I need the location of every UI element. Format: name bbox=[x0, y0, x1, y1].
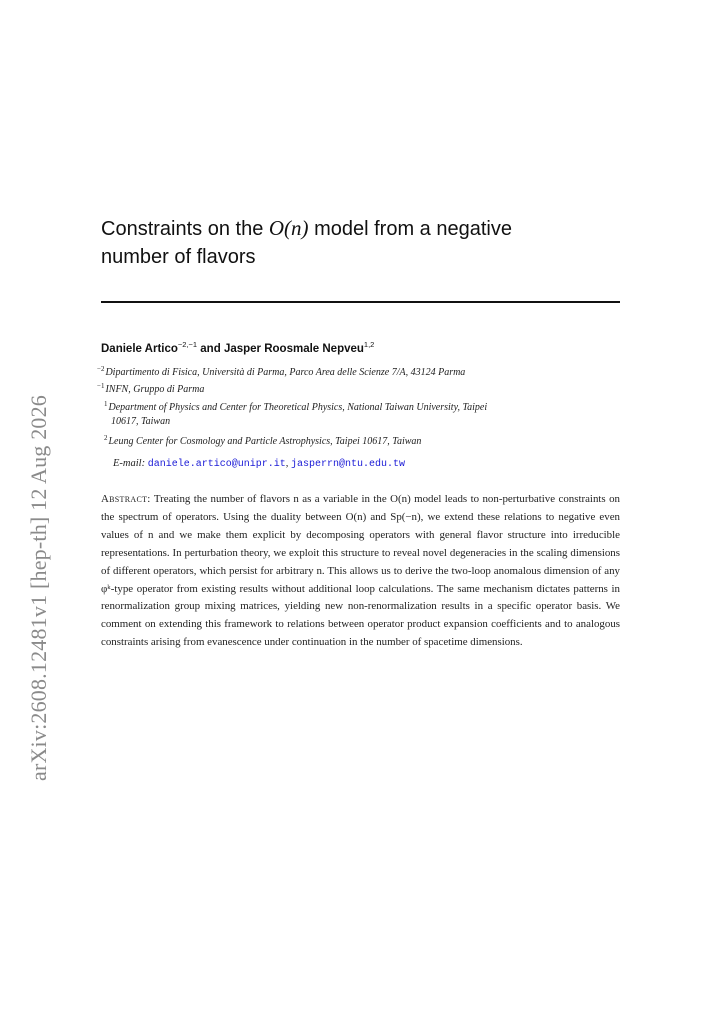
author-1-affil: −2,−1 bbox=[177, 340, 198, 349]
title-math: O(n) bbox=[268, 216, 309, 240]
affiliation-4 bbox=[104, 432, 421, 448]
email-label: E-mail: bbox=[113, 458, 148, 469]
title-part2: model from a negative bbox=[308, 218, 512, 240]
affiliation-mark: −1 bbox=[97, 382, 105, 390]
abstract-text: Treating the number of flavors n as a variable in the O(n) model leads to non-perturbative constraints on the spectrum of operators. Using the duality between O(n) and Sp(−n), we extend these relations to negative even values of n and we make them explicit by decomposing operators with general flavor structure into irreducible representations. In perturbation theory, we exploit this structure to reveal novel degeneracies in the scaling dimensions of different operators, which persist for arbitrary n. This allows us to derive the two-loop anomalous dimension of any φᵏ-type operator from existing results without additional loop calculations. The same mechanism dictates patterns in renormalization group mixing matrices, yielding new non-renormalization results in a specific operator basis. We comment on extending this framework to relations between operator product expansion coefficients and to analogous constraints arising from evanescence under continuation in the number of spacetime dimensions. bbox=[101, 493, 620, 649]
title-part1: Constraints on the bbox=[101, 218, 269, 240]
affiliation-2 bbox=[97, 380, 204, 396]
arxiv-identifier-sidebar bbox=[24, 372, 54, 804]
abstract bbox=[101, 491, 620, 652]
abstract-label: Abstract: bbox=[101, 493, 151, 505]
title-rule bbox=[101, 301, 620, 303]
affiliation-text: Leung Center for Cosmology and Particle Astrophysics, Taipei 10617, Taiwan bbox=[108, 436, 422, 447]
title-line2: number of flavors bbox=[101, 246, 256, 268]
email-link-1[interactable]: daniele.artico@unipr.it bbox=[147, 459, 286, 470]
author-and: and bbox=[197, 343, 224, 355]
affiliation-mark: 2 bbox=[104, 434, 108, 442]
author-1: Daniele Artico bbox=[101, 343, 178, 355]
affiliation-text: Department of Physics and Center for Theoretical Physics, National Taiwan University, Taipei bbox=[108, 402, 488, 413]
author-2-affil: 1,2 bbox=[363, 340, 375, 349]
affiliation-mark: 1 bbox=[104, 400, 108, 408]
author-2: Jasper Roosmale Nepveu bbox=[223, 343, 364, 355]
paper-title bbox=[101, 214, 621, 271]
email-link-2[interactable]: jasperrn@ntu.edu.tw bbox=[290, 459, 406, 470]
affiliation-text-cont: 10617, Taiwan bbox=[111, 416, 171, 427]
affiliation-mark: −2 bbox=[97, 365, 105, 373]
arxiv-identifier-text: arXiv:2608.12481v1 [hep-th] 12 Aug 2026 bbox=[26, 394, 52, 782]
affiliation-text: Dipartimento di Fisica, Università di Parma, Parco Area delle Scienze 7/A, 43124 Parma bbox=[105, 367, 466, 378]
email-line bbox=[113, 458, 405, 470]
affiliation-text: INFN, Gruppo di Parma bbox=[105, 384, 205, 395]
email-separator: , bbox=[285, 458, 291, 469]
affiliation-3 bbox=[104, 398, 487, 428]
author-line bbox=[101, 340, 374, 355]
affiliation-1 bbox=[97, 363, 465, 379]
